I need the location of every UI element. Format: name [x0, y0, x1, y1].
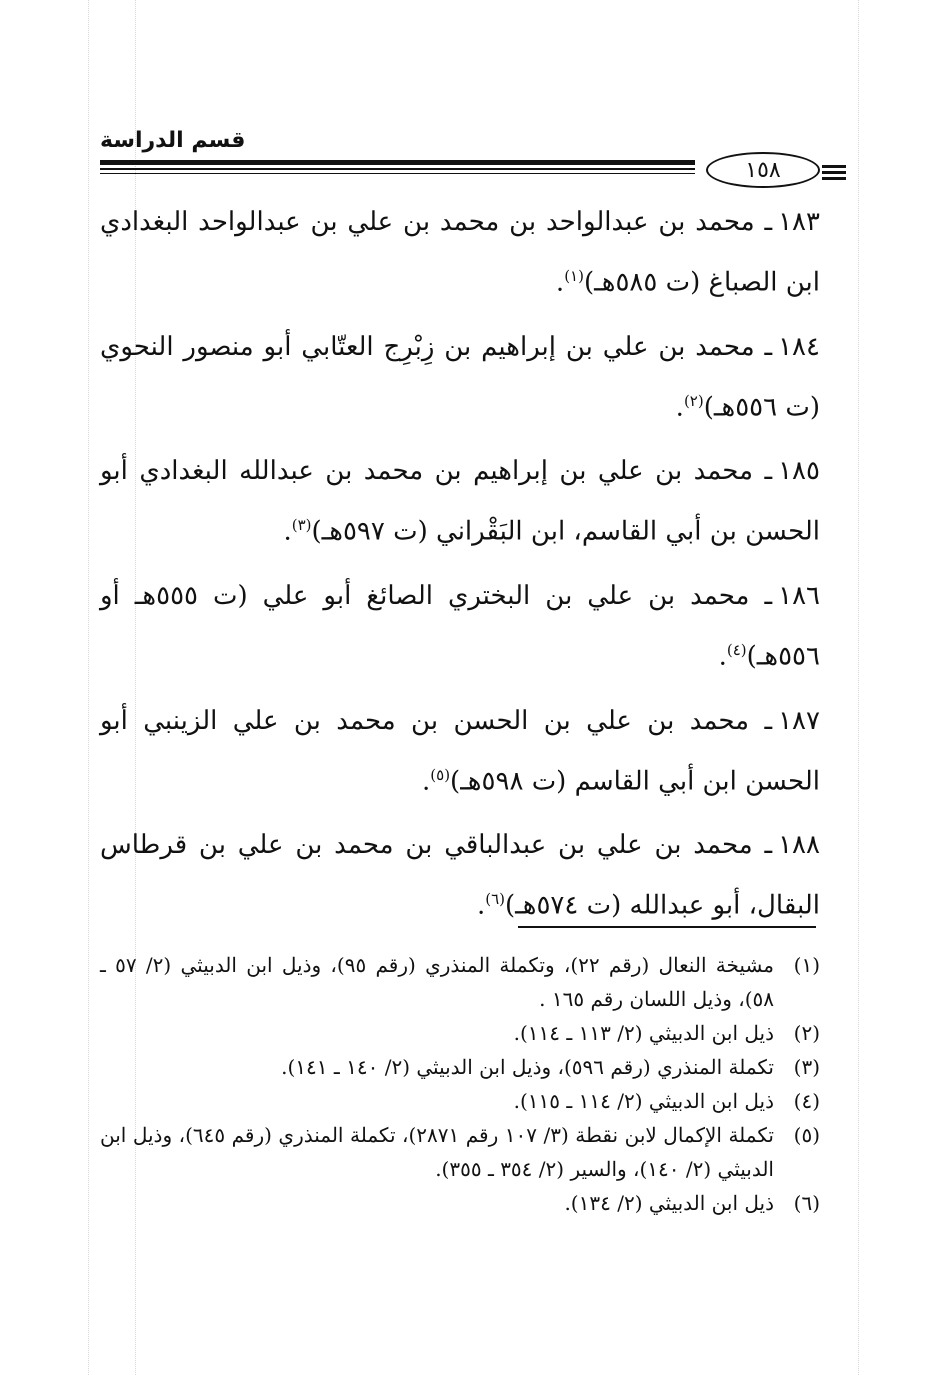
footnote-item	[100, 948, 820, 1016]
entry-number: ١٨٥	[778, 456, 820, 487]
footnote-number: (١)	[793, 953, 820, 977]
page-number	[706, 152, 820, 188]
footnote-number: (٦)	[793, 1191, 820, 1215]
footnote-text: ذيل ابن الدبيثي (٢/ ١١٣ ـ ١١٤).	[513, 1021, 774, 1045]
entry-number: ١٨٤	[778, 331, 820, 362]
footnote-item	[100, 1118, 820, 1186]
header-rule	[100, 160, 695, 165]
footnote-ref: (٤)	[726, 640, 747, 659]
entry-item: ١٨٥ـ محمد بن علي بن إبراهيم بن محمد بن عبدالله البغدادي أبو الحسن بن أبي القاسم، ابن البَقْراني (ت ٥٩٧هـ)$^{(٣)}$.	[100, 456, 820, 547]
footnote-separator	[518, 926, 816, 928]
entry-item: ١٨٤ـ محمد بن علي بن إبراهيم بن زِبْرِج العتّابي أبو منصور النحوي (ت ٥٥٦هـ)$^{(٢)}$.	[100, 331, 820, 423]
footnote-ref: (٥)	[430, 765, 451, 784]
footnote-text: تكملة المنذري (رقم ٥٩٦)، وذيل ابن الدبيثي (٢/ ١٤٠ ـ ١٤١).	[281, 1055, 774, 1079]
footnote-number: (٢)	[793, 1021, 820, 1045]
entry-text: ـ محمد بن علي بن الحسن بن محمد بن علي الزينبي أبو الحسن ابن أبي القاسم (ت ٥٩٨هـ)	[100, 705, 820, 797]
entry-text: ـ محمد بن علي بن عبدالباقي بن محمد بن علي بن قرطاس البقال، أبو عبدالله (ت ٥٧٤هـ)	[100, 830, 820, 921]
footnote-number: (٣)	[793, 1055, 820, 1079]
footnote-text: ذيل ابن الدبيثي (٢/ ١١٤ ـ ١١٥).	[513, 1089, 774, 1113]
entry-number: ١٨٦	[778, 580, 821, 611]
entry-number: ١٨٣	[778, 207, 820, 237]
header-ornament	[822, 165, 846, 183]
header-rule	[100, 168, 695, 170]
footnote-ref: (٦)	[485, 890, 505, 909]
entry-text: ـ محمد بن علي بن إبراهيم بن محمد بن عبدالله البغدادي أبو الحسن بن أبي القاسم، ابن البَقْراني (ت ٥٩٧هـ)	[100, 456, 820, 547]
entry-item: ١٨٣ـ محمد بن عبدالواحد بن محمد بن علي بن عبدالواحد البغدادي ابن الصباغ (ت ٥٨٥هـ)$^{(١)}$.	[100, 207, 820, 298]
header-rule	[100, 173, 695, 174]
footnote-text: تكملة الإكمال لابن نقطة (٣/ ١٠٧ رقم ٢٨٧١)، تكملة المنذري (رقم ٦٤٥)، وذيل ابن الدبيثي (٢/ ١٤٠)، والسير (٢/ ٣٥٤ ـ ٣٥٥).	[100, 1123, 774, 1181]
footnote-number: (٤)	[793, 1089, 820, 1113]
entry-text: ـ محمد بن عبدالواحد بن محمد بن علي بن عبدالواحد البغدادي ابن الصباغ (ت ٥٨٥هـ)	[100, 207, 820, 298]
footnote-text: ذيل ابن الدبيثي (٢/ ١٣٤).	[564, 1191, 774, 1215]
footnote-item	[100, 1050, 820, 1084]
entry-item: ١٨٧ـ محمد بن علي بن الحسن بن محمد بن علي الزينبي أبو الحسن ابن أبي القاسم (ت ٥٩٨هـ)$^{(٥)}$.	[100, 705, 820, 797]
scan-guide-line	[858, 0, 859, 1375]
entry-number: ١٨٧	[778, 705, 820, 736]
footnote-item	[100, 1016, 820, 1050]
footnotes	[100, 948, 820, 1220]
footnote-item	[100, 1084, 820, 1118]
footnote-number: (٥)	[793, 1123, 820, 1147]
biography-entries	[100, 195, 820, 943]
entry-item: ١٨٨ـ محمد بن علي بن عبدالباقي بن محمد بن علي بن قرطاس البقال، أبو عبدالله (ت ٥٧٤هـ)$^{(٦)}$.	[100, 830, 820, 921]
entry-number: ١٨٨	[778, 830, 820, 861]
footnote-text: مشيخة النعال (رقم ٢٢)، وتكملة المنذري (رقم ٩٥)، وذيل ابن الدبيثي (٢/ ٥٧ ـ ٥٨)، وذيل اللسان رقم ١٦٥ .	[100, 953, 775, 1011]
scan-guide-line	[88, 0, 89, 1375]
section-title: قسم الدراسة	[100, 128, 246, 153]
footnote-ref: (٣)	[291, 516, 312, 535]
footnote-item	[100, 1186, 820, 1220]
entry-text: ـ محمد بن علي بن البختري الصائغ أبو علي (ت ٥٥٥هـ أو ٥٥٦هـ)	[100, 580, 820, 672]
footnote-ref: (١)	[564, 267, 584, 285]
footnote-ref: (٢)	[683, 391, 704, 410]
entry-item: ١٨٦ـ محمد بن علي بن البختري الصائغ أبو علي (ت ٥٥٥هـ أو ٥٥٦هـ)$^{(٤)}$.	[100, 580, 821, 672]
entry-text: ـ محمد بن علي بن إبراهيم بن زِبْرِج العتّابي أبو منصور النحوي (ت ٥٥٦هـ)	[100, 331, 820, 423]
page-number-label: ١٥٨	[745, 157, 781, 183]
